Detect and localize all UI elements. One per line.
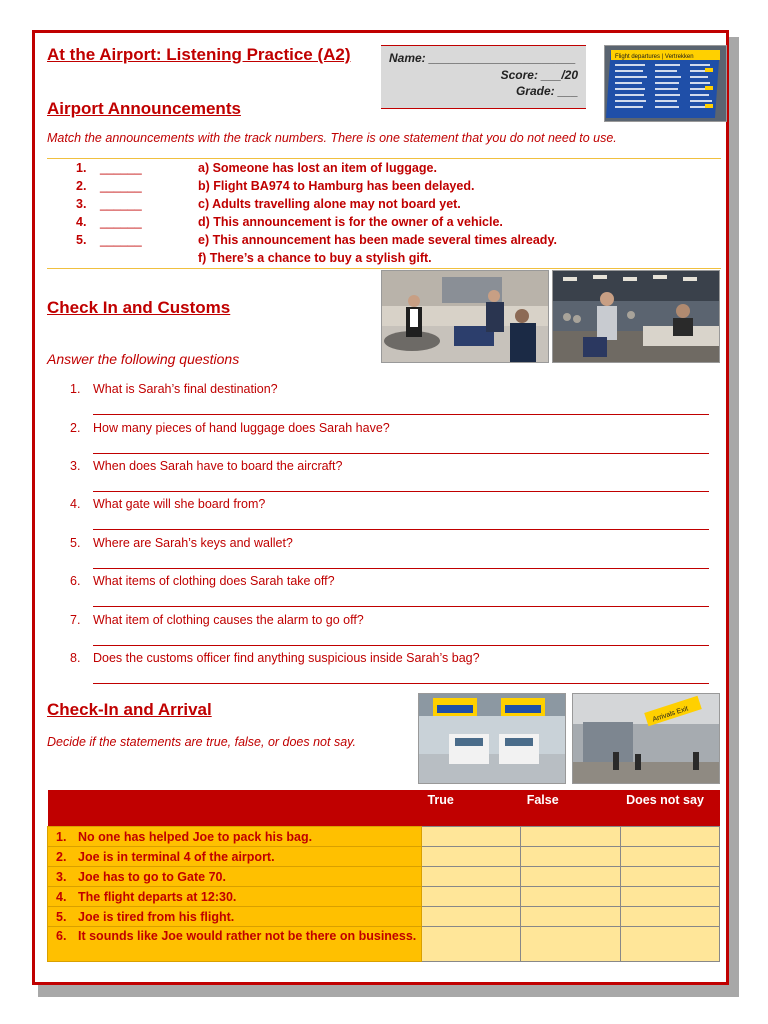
statement-text: Joe is tired from his flight. <box>78 909 235 924</box>
answer-cell-false[interactable] <box>521 887 620 907</box>
question-number: 2. <box>70 421 81 435</box>
question-item <box>70 651 480 665</box>
statement-number: 4. <box>56 889 67 904</box>
question-text: What gate will she board from? <box>93 497 266 511</box>
statement-number: 6. <box>56 929 67 943</box>
checkin-desk-photo <box>381 270 549 363</box>
track-answer-blank[interactable]: ______ <box>100 179 142 193</box>
answer-cell-true[interactable] <box>421 827 520 847</box>
column-header-does-not-say: Does not say <box>620 790 719 827</box>
question-text: What items of clothing does Sarah take off? <box>93 574 335 588</box>
statement-cell <box>48 827 422 847</box>
track-number: 2. <box>76 179 87 193</box>
table-row <box>48 887 720 907</box>
question-number: 7. <box>70 613 81 627</box>
question-text: What item of clothing causes the alarm to go off? <box>93 613 364 627</box>
question-text: When does Sarah have to board the aircraft? <box>93 459 343 473</box>
statement-number: 1. <box>56 829 67 844</box>
answer-cell-does-not-say[interactable] <box>620 907 719 927</box>
divider <box>47 158 721 159</box>
track-answer-blank[interactable]: ______ <box>100 233 142 247</box>
statement-text: No one has helped Joe to pack his bag. <box>78 829 313 844</box>
section-instruction-true-false: Decide if the statements are true, false, or does not say. <box>47 735 356 749</box>
answer-cell-true[interactable] <box>421 847 520 867</box>
arrivals-exit-photo <box>572 693 720 784</box>
answer-line[interactable] <box>93 683 709 684</box>
track-number: 4. <box>76 215 87 229</box>
answer-cell-does-not-say[interactable] <box>620 887 719 907</box>
section-heading-announcements: Airport Announcements <box>47 99 241 118</box>
statement-cell <box>48 867 422 887</box>
student-info-box <box>381 45 586 109</box>
question-item <box>70 497 265 511</box>
answer-cell-false[interactable] <box>521 867 620 887</box>
divider <box>47 268 721 269</box>
table-row <box>48 927 720 962</box>
table-row <box>48 907 720 927</box>
page-title: At the Airport: Listening Practice (A2) <box>47 45 351 64</box>
question-item <box>70 613 364 627</box>
answer-cell-true[interactable] <box>421 927 520 962</box>
section-heading-checkin-arrival: Check-In and Arrival <box>47 700 212 719</box>
answer-cell-does-not-say[interactable] <box>620 927 719 962</box>
statement-cell <box>48 847 422 867</box>
announcement-statement: a) Someone has lost an item of luggage. <box>198 161 437 175</box>
track-answer-blank[interactable]: ______ <box>100 215 142 229</box>
statement-text: It sounds like Joe would rather not be there on business. <box>78 929 417 943</box>
statement-cell <box>48 887 422 907</box>
question-item <box>70 574 335 588</box>
statement-cell <box>48 927 422 962</box>
track-number: 3. <box>76 197 87 211</box>
section-heading-checkin-customs: Check In and Customs <box>47 298 231 317</box>
question-number: 6. <box>70 574 81 588</box>
question-number: 8. <box>70 651 81 665</box>
table-row <box>48 827 720 847</box>
answer-line[interactable] <box>93 529 709 530</box>
question-item <box>70 459 342 473</box>
answer-cell-false[interactable] <box>521 907 620 927</box>
track-number: 1. <box>76 161 87 175</box>
announcement-statement: f) There’s a chance to buy a stylish gift. <box>198 251 432 265</box>
answer-line[interactable] <box>93 568 709 569</box>
table-row <box>48 867 720 887</box>
terminal-checkin-photo <box>418 693 566 784</box>
answer-cell-true[interactable] <box>421 887 520 907</box>
table-row <box>48 847 720 867</box>
question-number: 1. <box>70 382 81 396</box>
statement-text: Joe has to go to Gate 70. <box>78 869 226 884</box>
question-number: 5. <box>70 536 81 550</box>
question-text: Does the customs officer find anything suspicious inside Sarah’s bag? <box>93 651 480 665</box>
answer-cell-true[interactable] <box>421 867 520 887</box>
announcement-statement: c) Adults travelling alone may not board yet. <box>198 197 461 211</box>
answer-cell-does-not-say[interactable] <box>620 867 719 887</box>
track-answer-blank[interactable]: ______ <box>100 161 142 175</box>
checkin-desk-illustration <box>382 271 548 362</box>
column-header-true: True <box>421 790 520 827</box>
true-false-table <box>47 790 720 962</box>
question-text: What is Sarah’s final destination? <box>93 382 278 396</box>
section-instruction-questions: Answer the following questions <box>47 351 240 367</box>
question-item <box>70 421 390 435</box>
answer-cell-does-not-say[interactable] <box>620 827 719 847</box>
departures-board-photo <box>604 45 727 122</box>
answer-line[interactable] <box>93 453 709 454</box>
question-item <box>70 536 293 550</box>
answer-cell-false[interactable] <box>521 827 620 847</box>
track-number: 5. <box>76 233 87 247</box>
statement-text: The flight departs at 12:30. <box>78 889 237 904</box>
statement-number: 3. <box>56 869 67 884</box>
board-title: Flight departures | Vertrekken <box>615 54 694 60</box>
terminal-checkin-illustration <box>419 694 565 783</box>
statement-text: Joe is in terminal 4 of the airport. <box>78 849 275 864</box>
grade-field[interactable]: Grade: ___ <box>515 84 578 98</box>
question-number: 4. <box>70 497 81 511</box>
statement-column-header <box>48 790 422 827</box>
answer-cell-false[interactable] <box>521 847 620 867</box>
name-field[interactable]: Name: ______________________ <box>389 51 576 65</box>
arrivals-sign-text: Arrivals Exit <box>651 705 690 724</box>
announcement-statement: e) This announcement has been made several times already. <box>198 233 557 247</box>
section-instruction-announcements: Match the announcements with the track numbers. There is one statement that you do not need to use. <box>47 131 617 145</box>
announcement-statement: b) Flight BA974 to Hamburg has been delayed. <box>198 179 475 193</box>
statement-number: 2. <box>56 849 67 864</box>
answer-line[interactable] <box>93 491 709 492</box>
customs-desk-illustration <box>553 271 719 362</box>
answer-line[interactable] <box>93 606 709 607</box>
answer-cell-false[interactable] <box>521 927 620 962</box>
answer-cell-does-not-say[interactable] <box>620 847 719 867</box>
track-answer-blank[interactable]: ______ <box>100 197 142 211</box>
question-item <box>70 382 278 396</box>
departures-board-illustration <box>605 46 726 121</box>
customs-desk-photo <box>552 270 720 363</box>
statement-cell <box>48 907 422 927</box>
score-field[interactable]: Score: ___/20 <box>500 68 578 82</box>
answer-line[interactable] <box>93 645 709 646</box>
arrivals-exit-illustration <box>573 694 719 783</box>
answer-line[interactable] <box>93 414 709 415</box>
column-header-false: False <box>521 790 620 827</box>
announcement-statement: d) This announcement is for the owner of a vehicle. <box>198 215 503 229</box>
question-number: 3. <box>70 459 81 473</box>
table-header-row <box>48 790 720 827</box>
answer-cell-true[interactable] <box>421 907 520 927</box>
question-text: How many pieces of hand luggage does Sarah have? <box>93 421 390 435</box>
statement-number: 5. <box>56 909 67 924</box>
question-text: Where are Sarah’s keys and wallet? <box>93 536 293 550</box>
